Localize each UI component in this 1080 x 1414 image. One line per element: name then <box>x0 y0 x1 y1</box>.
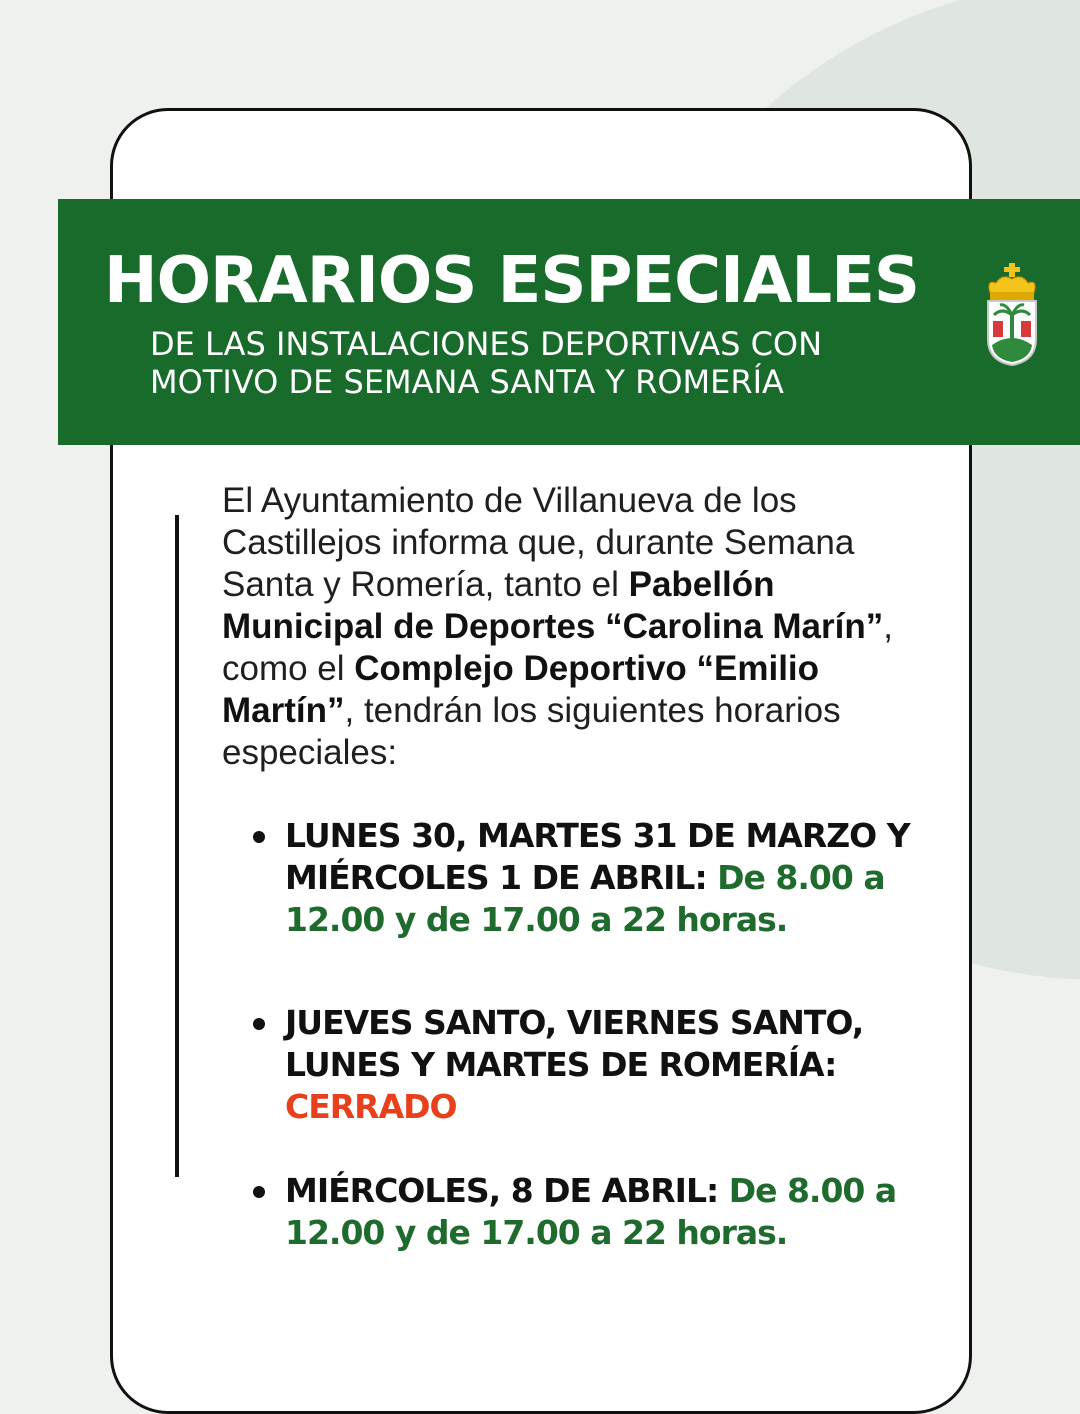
subtitle-line-2: MOTIVO DE SEMANA SANTA Y ROMERÍA <box>150 363 784 401</box>
schedule-item-2 <box>285 1002 925 1128</box>
intro-paragraph <box>222 480 912 774</box>
intro-text-2: , como el <box>222 607 893 688</box>
intro-text-3: , tendrán los siguientes horarios especiales: <box>222 691 841 772</box>
bullet-icon <box>253 1186 265 1198</box>
header-banner <box>58 199 1080 445</box>
bullet-icon <box>253 1018 265 1030</box>
coat-of-arms-icon <box>982 259 1042 369</box>
intro-text-1: El Ayuntamiento de Villanueva de los Castillejos informa que, durante Semana Santa y Romería, tanto el <box>222 481 855 604</box>
page-subtitle <box>150 325 930 401</box>
schedule-days-3: MIÉRCOLES, 8 DE ABRIL: <box>285 1171 719 1210</box>
schedule-days-2: JUEVES SANTO, VIERNES SANTO, LUNES Y MARTES DE ROMERÍA: <box>285 1003 864 1084</box>
venue-complejo: Complejo Deportivo “Emilio Martín” <box>222 649 820 730</box>
schedule-hours-3: De 8.00 a 12.00 y de 17.00 a 22 horas. <box>285 1171 897 1252</box>
venue-pabellon: Pabellón Municipal de Deportes “Carolina Marín” <box>222 565 884 646</box>
schedule-item-1 <box>285 815 925 941</box>
page-title: HORARIOS ESPECIALES <box>104 244 919 318</box>
schedule-item-3 <box>285 1170 925 1254</box>
schedule-closed-label: CERRADO <box>285 1087 457 1126</box>
subtitle-line-1: DE LAS INSTALACIONES DEPORTIVAS CON <box>150 325 823 363</box>
quote-bar <box>175 515 179 1177</box>
schedule-hours-1: De 8.00 a 12.00 y de 17.00 a 22 horas. <box>285 858 885 939</box>
bullet-icon <box>253 831 265 843</box>
schedule-days-1: LUNES 30, MARTES 31 DE MARZO Y MIÉRCOLES 1 DE ABRIL: <box>285 816 910 897</box>
